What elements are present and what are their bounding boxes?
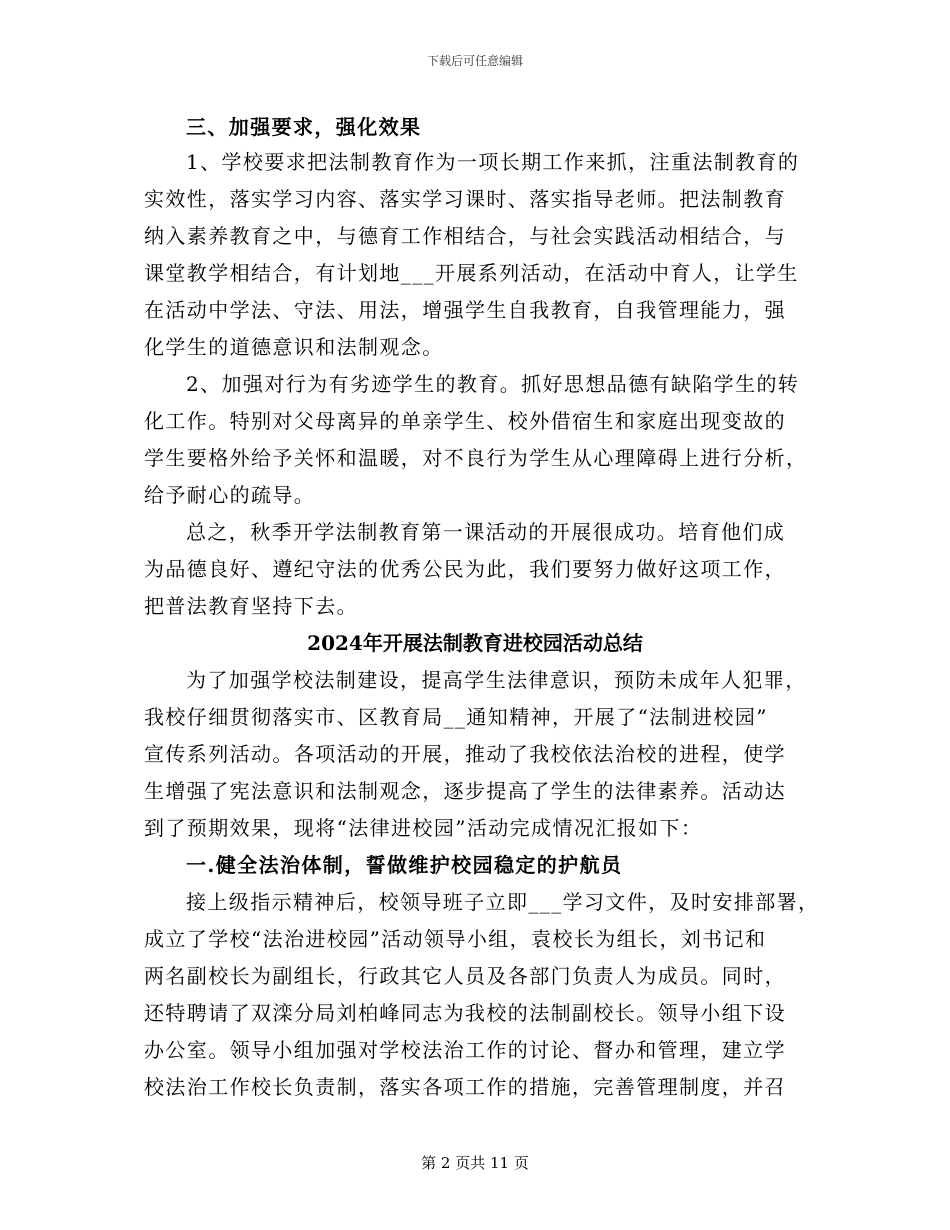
paragraph-line: 1、学校要求把法制教育作为一项长期工作来抓，注重法制教育的 — [186, 150, 800, 174]
paragraph-line: 办公室。领导小组加强对学校法治工作的讨论、督办和管理，建立学 — [144, 1038, 786, 1062]
paragraph-line: 化学生的道德意识和法制观念。 — [144, 335, 444, 359]
paragraph-line: 化工作。特别对父母离异的单亲学生、校外借宿生和家庭出现变故的 — [144, 409, 786, 433]
document-title: 2024年开展法制教育进校园活动总结 — [307, 631, 643, 655]
paragraph-line: 纳入素养教育之中，与德育工作相结合，与社会实践活动相结合，与 — [144, 224, 786, 248]
paragraph-line: 我校仔细贯彻落实市、区教育局__通知精神，开展了“法制进校园” — [144, 705, 768, 729]
paragraph-line: 为了加强学校法制建设，提高学生法律意识，预防未成年人犯罪， — [186, 668, 807, 692]
paragraph-line: 接上级指示精神后，校领导班子立即___学习文件，及时安排部署， — [186, 890, 820, 914]
section-heading: 三、加强要求，强化效果 — [186, 115, 422, 139]
paragraph-line: 校法治工作校长负责制，落实各项工作的措施，完善管理制度，并召 — [144, 1075, 786, 1099]
paragraph-line: 宣传系列活动。各项活动的开展，推动了我校依法治校的进程，使学 — [144, 742, 786, 766]
paragraph-line: 总之，秋季开学法制教育第一课活动的开展很成功。培育他们成 — [186, 520, 786, 544]
paragraph-line: 把普法教育坚持下去。 — [144, 594, 358, 618]
paragraph-line: 生增强了宪法意识和法制观念，逐步提高了学生的法律素养。活动达 — [144, 779, 786, 803]
paragraph-line: 课堂教学相结合，有计划地___开展系列活动，在活动中育人，让学生 — [144, 261, 799, 285]
paragraph-line: 在活动中学法、守法、用法，增强学生自我教育，自我管理能力，强 — [144, 298, 786, 322]
paragraph-line: 还特聘请了双滦分局刘柏峰同志为我校的法制副校长。领导小组下设 — [144, 1001, 786, 1025]
paragraph-line: 2、加强对行为有劣迹学生的教育。抓好思想品德有缺陷学生的转 — [186, 372, 800, 396]
paragraph-line: 学生要格外给予关怀和温暖，对不良行为学生从心理障碍上进行分析， — [144, 446, 808, 470]
paragraph-line: 成立了学校“法治进校园”活动领导小组，袁校长为组长，刘书记和 — [144, 927, 767, 951]
paragraph-line: 两名副校长为副组长，行政其它人员及各部门负责人为成员。同时， — [144, 964, 786, 988]
paragraph-line: 为品德良好、遵纪守法的优秀公民为此，我们要努力做好这项工作， — [144, 557, 786, 581]
paragraph-line: 到了预期效果，现将“法律进校园”活动完成情况汇报如下： — [144, 816, 703, 840]
header-note: 下载后可任意编辑 — [426, 54, 523, 68]
section-heading: 一.健全法治体制，誓做维护校园稳定的护航员 — [186, 853, 623, 877]
paragraph-line: 实效性，落实学习内容、落实学习课时、落实指导老师。把法制教育 — [144, 187, 786, 211]
paragraph-line: 给予耐心的疏导。 — [144, 483, 316, 507]
page-number: 第 2 页共 11 页 — [421, 1154, 529, 1172]
